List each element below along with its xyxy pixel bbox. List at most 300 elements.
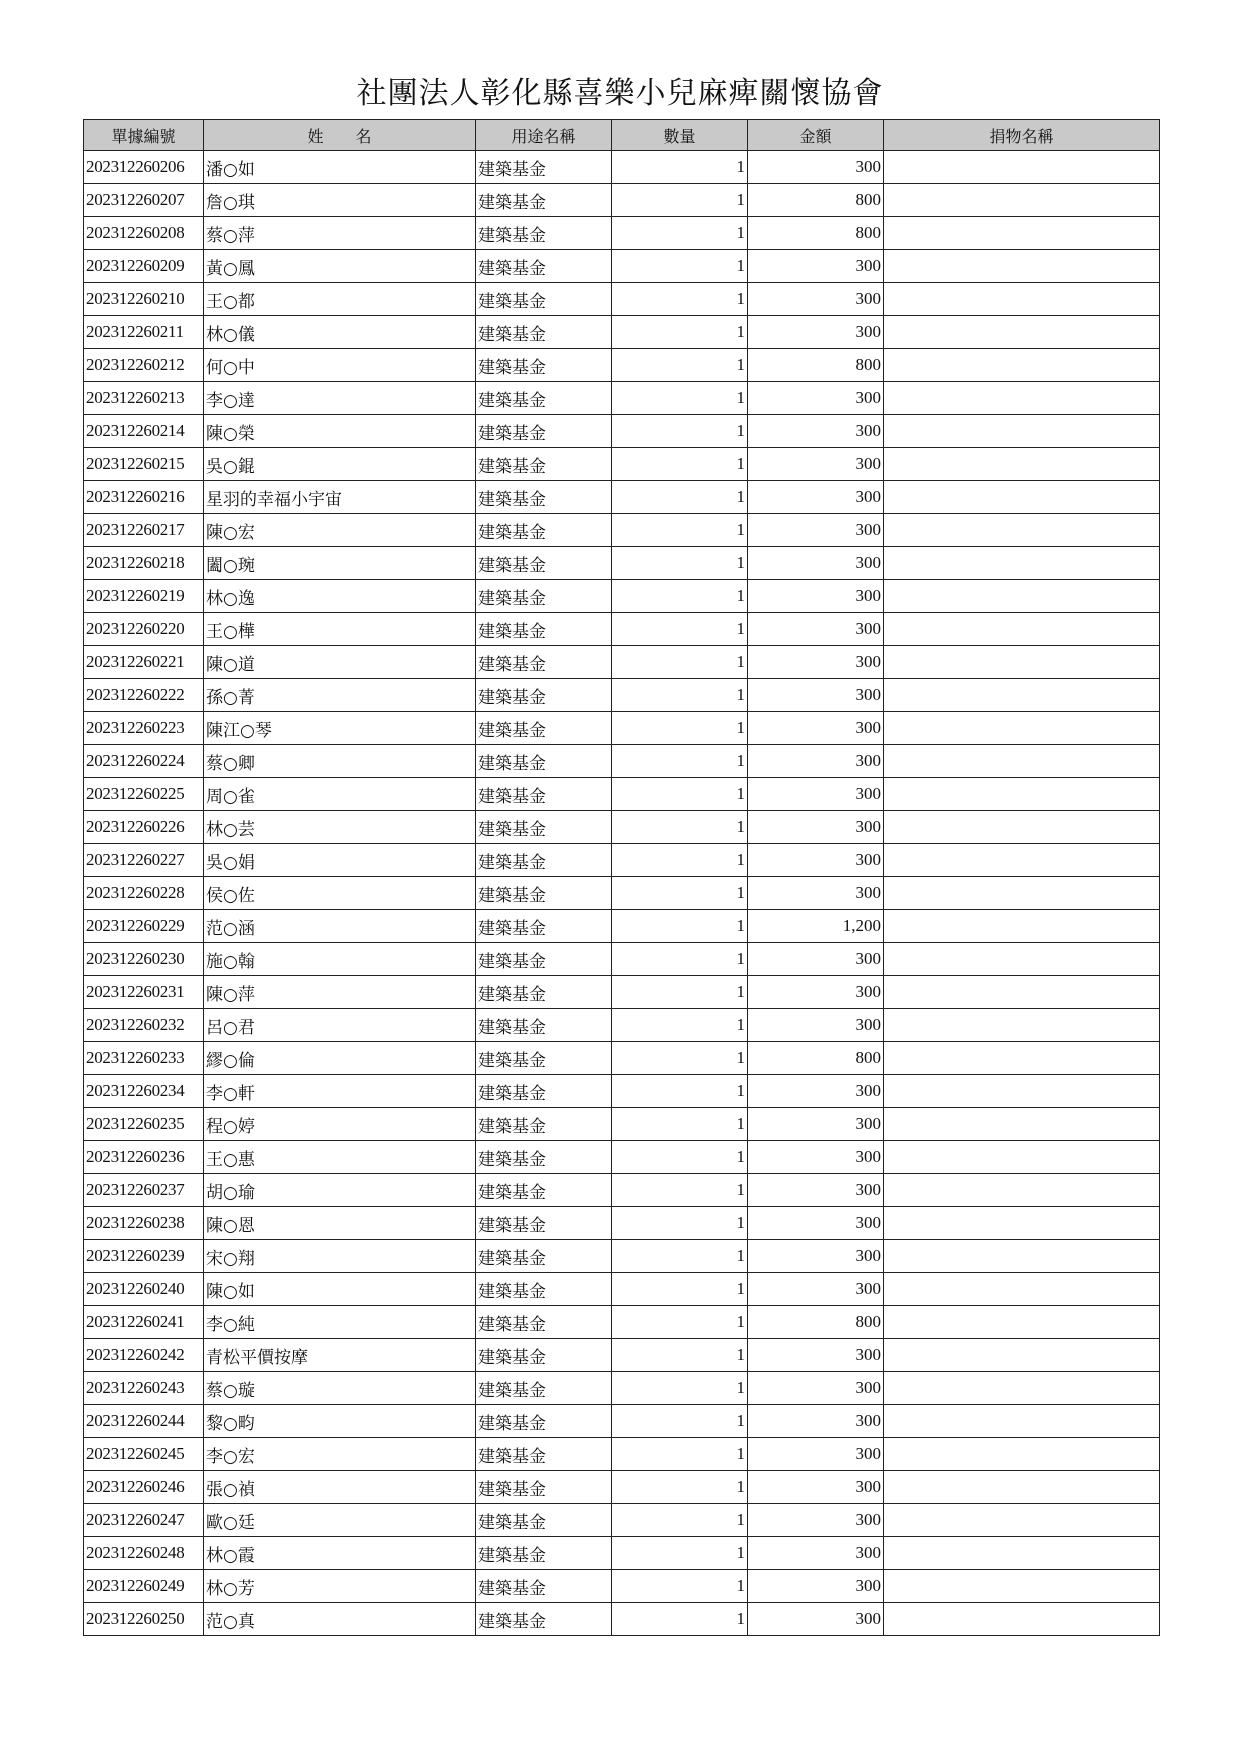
cell-receipt-no: 202312260208 [84, 217, 204, 250]
table-row [84, 811, 1160, 844]
cell-name: 青松平價按摩 [204, 1339, 476, 1372]
cell-item [884, 877, 1160, 910]
cell-purpose: 建築基金 [476, 481, 612, 514]
cell-item [884, 547, 1160, 580]
cell-quantity: 1 [612, 481, 748, 514]
cell-name: 星羽的幸福小宇宙 [204, 481, 476, 514]
cell-amount: 300 [748, 778, 884, 811]
cell-name: 詹○琪 [204, 184, 476, 217]
cell-item [884, 250, 1160, 283]
cell-quantity: 1 [612, 976, 748, 1009]
cell-purpose: 建築基金 [476, 1504, 612, 1537]
cell-item [884, 217, 1160, 250]
cell-name: 蔡○卿 [204, 745, 476, 778]
cell-receipt-no: 202312260250 [84, 1603, 204, 1636]
cell-amount: 300 [748, 1339, 884, 1372]
cell-purpose: 建築基金 [476, 1603, 612, 1636]
cell-quantity: 1 [612, 1273, 748, 1306]
cell-item [884, 1108, 1160, 1141]
cell-amount: 300 [748, 1504, 884, 1537]
cell-purpose: 建築基金 [476, 943, 612, 976]
cell-amount: 300 [748, 1240, 884, 1273]
cell-item [884, 613, 1160, 646]
cell-amount: 300 [748, 1141, 884, 1174]
table-row [84, 1471, 1160, 1504]
table-row [84, 580, 1160, 613]
cell-name: 張○禎 [204, 1471, 476, 1504]
cell-item [884, 415, 1160, 448]
table-header-row [84, 120, 1160, 151]
cell-receipt-no: 202312260246 [84, 1471, 204, 1504]
cell-purpose: 建築基金 [476, 811, 612, 844]
cell-name: 王○都 [204, 283, 476, 316]
cell-quantity: 1 [612, 844, 748, 877]
table-row [84, 316, 1160, 349]
cell-receipt-no: 202312260239 [84, 1240, 204, 1273]
cell-name: 李○宏 [204, 1438, 476, 1471]
cell-name: 周○雀 [204, 778, 476, 811]
cell-quantity: 1 [612, 217, 748, 250]
cell-amount: 300 [748, 1108, 884, 1141]
donation-table [83, 119, 1160, 1636]
cell-quantity: 1 [612, 745, 748, 778]
cell-item [884, 1273, 1160, 1306]
cell-purpose: 建築基金 [476, 1405, 612, 1438]
cell-receipt-no: 202312260236 [84, 1141, 204, 1174]
cell-item [884, 514, 1160, 547]
table-row [84, 250, 1160, 283]
table-row [84, 415, 1160, 448]
cell-quantity: 1 [612, 1108, 748, 1141]
cell-receipt-no: 202312260213 [84, 382, 204, 415]
table-row [84, 448, 1160, 481]
cell-receipt-no: 202312260238 [84, 1207, 204, 1240]
cell-receipt-no: 202312260229 [84, 910, 204, 943]
header-receipt-no: 單據編號 [84, 120, 204, 151]
cell-item [884, 580, 1160, 613]
cell-quantity: 1 [612, 514, 748, 547]
cell-receipt-no: 202312260241 [84, 1306, 204, 1339]
cell-purpose: 建築基金 [476, 1174, 612, 1207]
cell-receipt-no: 202312260235 [84, 1108, 204, 1141]
cell-quantity: 1 [612, 778, 748, 811]
cell-item [884, 1174, 1160, 1207]
header-purpose: 用途名稱 [476, 120, 612, 151]
cell-purpose: 建築基金 [476, 1306, 612, 1339]
cell-name: 宋○翔 [204, 1240, 476, 1273]
cell-receipt-no: 202312260217 [84, 514, 204, 547]
cell-item [884, 283, 1160, 316]
cell-item [884, 1372, 1160, 1405]
cell-item [884, 811, 1160, 844]
cell-quantity: 1 [612, 1009, 748, 1042]
cell-purpose: 建築基金 [476, 1570, 612, 1603]
table-row [84, 514, 1160, 547]
cell-amount: 300 [748, 547, 884, 580]
document-title: 社團法人彰化縣喜樂小兒麻痺關懷協會 [356, 76, 884, 111]
table-row [84, 283, 1160, 316]
cell-name: 蔡○璇 [204, 1372, 476, 1405]
cell-quantity: 1 [612, 1405, 748, 1438]
cell-amount: 300 [748, 316, 884, 349]
cell-item [884, 1240, 1160, 1273]
table-row [84, 1438, 1160, 1471]
cell-receipt-no: 202312260247 [84, 1504, 204, 1537]
cell-purpose: 建築基金 [476, 514, 612, 547]
cell-purpose: 建築基金 [476, 580, 612, 613]
cell-item [884, 1339, 1160, 1372]
cell-item [884, 1438, 1160, 1471]
cell-receipt-no: 202312260226 [84, 811, 204, 844]
cell-amount: 300 [748, 1075, 884, 1108]
cell-item [884, 778, 1160, 811]
cell-purpose: 建築基金 [476, 1372, 612, 1405]
cell-quantity: 1 [612, 646, 748, 679]
cell-amount: 800 [748, 1306, 884, 1339]
cell-quantity: 1 [612, 1240, 748, 1273]
cell-purpose: 建築基金 [476, 217, 612, 250]
cell-receipt-no: 202312260233 [84, 1042, 204, 1075]
cell-name: 林○霞 [204, 1537, 476, 1570]
cell-item [884, 1075, 1160, 1108]
cell-name: 林○儀 [204, 316, 476, 349]
cell-quantity: 1 [612, 415, 748, 448]
cell-item [884, 1141, 1160, 1174]
cell-quantity: 1 [612, 1075, 748, 1108]
cell-name: 闔○琬 [204, 547, 476, 580]
cell-name: 范○涵 [204, 910, 476, 943]
cell-amount: 300 [748, 811, 884, 844]
cell-item [884, 976, 1160, 1009]
table-row [84, 1306, 1160, 1339]
cell-item [884, 1207, 1160, 1240]
cell-item [884, 184, 1160, 217]
table-row [84, 943, 1160, 976]
cell-purpose: 建築基金 [476, 250, 612, 283]
cell-quantity: 1 [612, 1372, 748, 1405]
cell-name: 吳○娟 [204, 844, 476, 877]
cell-amount: 300 [748, 415, 884, 448]
cell-receipt-no: 202312260234 [84, 1075, 204, 1108]
table-row [84, 1504, 1160, 1537]
table-row [84, 481, 1160, 514]
cell-item [884, 745, 1160, 778]
cell-quantity: 1 [612, 316, 748, 349]
table-row [84, 1108, 1160, 1141]
cell-item [884, 1537, 1160, 1570]
cell-purpose: 建築基金 [476, 712, 612, 745]
cell-item [884, 646, 1160, 679]
cell-purpose: 建築基金 [476, 1240, 612, 1273]
cell-receipt-no: 202312260212 [84, 349, 204, 382]
cell-receipt-no: 202312260220 [84, 613, 204, 646]
table-row [84, 1570, 1160, 1603]
cell-amount: 300 [748, 382, 884, 415]
cell-receipt-no: 202312260216 [84, 481, 204, 514]
table-row [84, 349, 1160, 382]
table-row [84, 184, 1160, 217]
cell-amount: 1,200 [748, 910, 884, 943]
table-row [84, 547, 1160, 580]
cell-amount: 300 [748, 1537, 884, 1570]
cell-amount: 300 [748, 745, 884, 778]
cell-amount: 300 [748, 514, 884, 547]
cell-name: 陳○榮 [204, 415, 476, 448]
cell-purpose: 建築基金 [476, 877, 612, 910]
cell-item [884, 844, 1160, 877]
cell-quantity: 1 [612, 580, 748, 613]
cell-name: 黃○鳳 [204, 250, 476, 283]
cell-amount: 300 [748, 448, 884, 481]
table-row [84, 1372, 1160, 1405]
table-row [84, 1075, 1160, 1108]
cell-purpose: 建築基金 [476, 778, 612, 811]
cell-quantity: 1 [612, 811, 748, 844]
cell-name: 李○軒 [204, 1075, 476, 1108]
cell-purpose: 建築基金 [476, 976, 612, 1009]
cell-item [884, 910, 1160, 943]
cell-purpose: 建築基金 [476, 1009, 612, 1042]
cell-name: 陳○恩 [204, 1207, 476, 1240]
cell-name: 蔡○萍 [204, 217, 476, 250]
cell-purpose: 建築基金 [476, 844, 612, 877]
cell-purpose: 建築基金 [476, 1207, 612, 1240]
table-row [84, 1339, 1160, 1372]
cell-quantity: 1 [612, 1570, 748, 1603]
cell-quantity: 1 [612, 547, 748, 580]
cell-quantity: 1 [612, 250, 748, 283]
cell-purpose: 建築基金 [476, 646, 612, 679]
cell-receipt-no: 202312260230 [84, 943, 204, 976]
cell-item [884, 943, 1160, 976]
cell-item [884, 1504, 1160, 1537]
cell-amount: 300 [748, 1174, 884, 1207]
cell-receipt-no: 202312260245 [84, 1438, 204, 1471]
table-row [84, 844, 1160, 877]
cell-name: 陳○萍 [204, 976, 476, 1009]
table-row [84, 1042, 1160, 1075]
cell-name: 李○達 [204, 382, 476, 415]
cell-purpose: 建築基金 [476, 613, 612, 646]
table-row [84, 910, 1160, 943]
cell-name: 侯○佐 [204, 877, 476, 910]
cell-name: 繆○倫 [204, 1042, 476, 1075]
cell-name: 王○樺 [204, 613, 476, 646]
cell-purpose: 建築基金 [476, 415, 612, 448]
cell-amount: 300 [748, 943, 884, 976]
cell-quantity: 1 [612, 712, 748, 745]
cell-item [884, 349, 1160, 382]
cell-name: 黎○畇 [204, 1405, 476, 1438]
table-row [84, 613, 1160, 646]
cell-receipt-no: 202312260237 [84, 1174, 204, 1207]
cell-quantity: 1 [612, 1603, 748, 1636]
cell-receipt-no: 202312260207 [84, 184, 204, 217]
table-row [84, 151, 1160, 184]
cell-quantity: 1 [612, 151, 748, 184]
cell-receipt-no: 202312260228 [84, 877, 204, 910]
cell-name: 林○芳 [204, 1570, 476, 1603]
cell-item [884, 382, 1160, 415]
cell-purpose: 建築基金 [476, 1537, 612, 1570]
cell-name: 吳○錕 [204, 448, 476, 481]
cell-name: 陳○如 [204, 1273, 476, 1306]
cell-purpose: 建築基金 [476, 1438, 612, 1471]
cell-quantity: 1 [612, 1504, 748, 1537]
cell-receipt-no: 202312260210 [84, 283, 204, 316]
cell-amount: 300 [748, 646, 884, 679]
cell-item [884, 1042, 1160, 1075]
cell-purpose: 建築基金 [476, 184, 612, 217]
cell-name: 呂○君 [204, 1009, 476, 1042]
table-row [84, 745, 1160, 778]
cell-receipt-no: 202312260224 [84, 745, 204, 778]
cell-quantity: 1 [612, 943, 748, 976]
cell-quantity: 1 [612, 382, 748, 415]
cell-amount: 300 [748, 679, 884, 712]
cell-quantity: 1 [612, 1174, 748, 1207]
cell-amount: 300 [748, 976, 884, 1009]
cell-amount: 800 [748, 217, 884, 250]
cell-quantity: 1 [612, 1537, 748, 1570]
cell-purpose: 建築基金 [476, 1141, 612, 1174]
cell-amount: 300 [748, 613, 884, 646]
cell-quantity: 1 [612, 184, 748, 217]
table-row [84, 646, 1160, 679]
cell-amount: 800 [748, 349, 884, 382]
cell-receipt-no: 202312260209 [84, 250, 204, 283]
cell-amount: 800 [748, 1042, 884, 1075]
cell-purpose: 建築基金 [476, 1339, 612, 1372]
table-row [84, 1405, 1160, 1438]
cell-purpose: 建築基金 [476, 382, 612, 415]
cell-quantity: 1 [612, 679, 748, 712]
cell-quantity: 1 [612, 1141, 748, 1174]
cell-receipt-no: 202312260214 [84, 415, 204, 448]
table-row [84, 976, 1160, 1009]
cell-name: 何○中 [204, 349, 476, 382]
cell-item [884, 481, 1160, 514]
header-quantity: 數量 [612, 120, 748, 151]
cell-receipt-no: 202312260215 [84, 448, 204, 481]
table-row [84, 217, 1160, 250]
cell-receipt-no: 202312260206 [84, 151, 204, 184]
cell-amount: 800 [748, 184, 884, 217]
cell-purpose: 建築基金 [476, 448, 612, 481]
cell-item [884, 1405, 1160, 1438]
cell-receipt-no: 202312260244 [84, 1405, 204, 1438]
cell-receipt-no: 202312260227 [84, 844, 204, 877]
cell-amount: 300 [748, 283, 884, 316]
cell-item [884, 712, 1160, 745]
table-row [84, 712, 1160, 745]
cell-name: 潘○如 [204, 151, 476, 184]
cell-receipt-no: 202312260211 [84, 316, 204, 349]
cell-quantity: 1 [612, 1042, 748, 1075]
table-row [84, 1603, 1160, 1636]
cell-receipt-no: 202312260231 [84, 976, 204, 1009]
cell-receipt-no: 202312260248 [84, 1537, 204, 1570]
cell-quantity: 1 [612, 613, 748, 646]
table-row [84, 778, 1160, 811]
cell-name: 程○婷 [204, 1108, 476, 1141]
header-amount: 金額 [748, 120, 884, 151]
cell-amount: 300 [748, 844, 884, 877]
cell-name: 陳○道 [204, 646, 476, 679]
cell-item [884, 1570, 1160, 1603]
cell-amount: 300 [748, 1471, 884, 1504]
cell-quantity: 1 [612, 1306, 748, 1339]
cell-quantity: 1 [612, 1438, 748, 1471]
cell-name: 范○真 [204, 1603, 476, 1636]
cell-purpose: 建築基金 [476, 316, 612, 349]
cell-receipt-no: 202312260225 [84, 778, 204, 811]
cell-receipt-no: 202312260218 [84, 547, 204, 580]
cell-receipt-no: 202312260240 [84, 1273, 204, 1306]
cell-amount: 300 [748, 580, 884, 613]
cell-receipt-no: 202312260219 [84, 580, 204, 613]
cell-item [884, 679, 1160, 712]
cell-purpose: 建築基金 [476, 745, 612, 778]
cell-amount: 300 [748, 151, 884, 184]
cell-amount: 300 [748, 1438, 884, 1471]
cell-purpose: 建築基金 [476, 1042, 612, 1075]
cell-name: 施○翰 [204, 943, 476, 976]
cell-item [884, 1009, 1160, 1042]
cell-item [884, 1603, 1160, 1636]
cell-quantity: 1 [612, 877, 748, 910]
header-item: 捐物名稱 [884, 120, 1160, 151]
table-row [84, 1537, 1160, 1570]
cell-amount: 300 [748, 1207, 884, 1240]
cell-amount: 300 [748, 1372, 884, 1405]
cell-quantity: 1 [612, 349, 748, 382]
cell-quantity: 1 [612, 448, 748, 481]
table-row [84, 1273, 1160, 1306]
table-row [84, 1174, 1160, 1207]
cell-purpose: 建築基金 [476, 547, 612, 580]
cell-purpose: 建築基金 [476, 151, 612, 184]
cell-name: 陳○宏 [204, 514, 476, 547]
header-name: 姓 名 [204, 120, 476, 151]
table-row [84, 1207, 1160, 1240]
cell-item [884, 151, 1160, 184]
cell-item [884, 1306, 1160, 1339]
cell-item [884, 1471, 1160, 1504]
cell-quantity: 1 [612, 1339, 748, 1372]
cell-purpose: 建築基金 [476, 349, 612, 382]
cell-amount: 300 [748, 1009, 884, 1042]
cell-purpose: 建築基金 [476, 283, 612, 316]
cell-name: 林○逸 [204, 580, 476, 613]
cell-name: 孫○菁 [204, 679, 476, 712]
cell-purpose: 建築基金 [476, 1273, 612, 1306]
cell-quantity: 1 [612, 1207, 748, 1240]
cell-purpose: 建築基金 [476, 1108, 612, 1141]
cell-name: 林○芸 [204, 811, 476, 844]
cell-name: 胡○瑜 [204, 1174, 476, 1207]
cell-name: 王○惠 [204, 1141, 476, 1174]
cell-amount: 300 [748, 1405, 884, 1438]
cell-purpose: 建築基金 [476, 679, 612, 712]
cell-receipt-no: 202312260223 [84, 712, 204, 745]
cell-receipt-no: 202312260232 [84, 1009, 204, 1042]
cell-receipt-no: 202312260221 [84, 646, 204, 679]
cell-amount: 300 [748, 1603, 884, 1636]
table-row [84, 1240, 1160, 1273]
cell-amount: 300 [748, 250, 884, 283]
cell-receipt-no: 202312260222 [84, 679, 204, 712]
